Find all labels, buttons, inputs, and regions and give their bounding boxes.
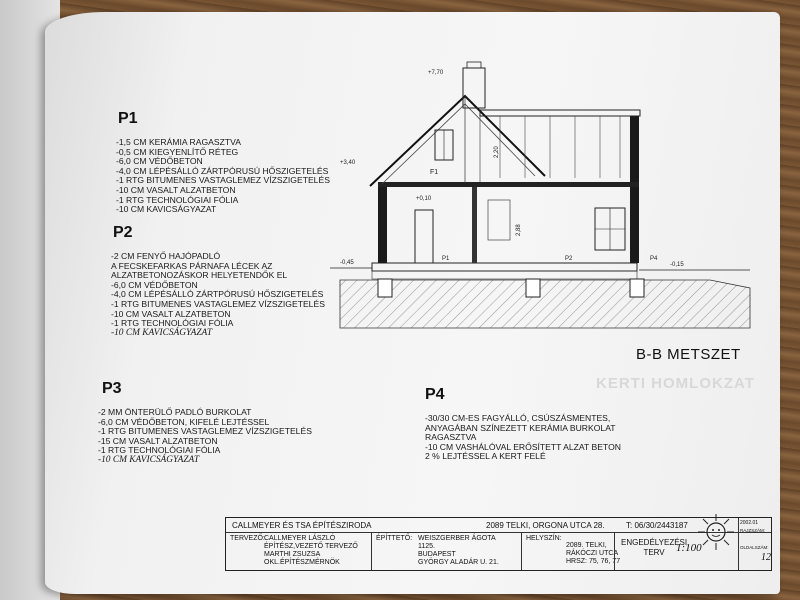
spec-line: -1 RTG TECHNOLÓGIAI FÓLIA xyxy=(111,318,234,329)
spec-line: -1,5 CM KERÁMIA RAGASZTVA xyxy=(116,137,241,147)
designer-lines xyxy=(264,535,358,567)
title-block-line: BUDAPEST xyxy=(418,551,456,558)
title-block-line: TERV xyxy=(643,548,665,557)
p2-spec-list xyxy=(111,252,325,338)
designer-label: TERVEZŐ: xyxy=(230,535,265,542)
p4-spec-list xyxy=(425,414,621,462)
drawing-no-label: RAJZSZÁM: xyxy=(740,528,766,533)
title-block-line: OKL.ÉPÍTÉSZMÉRNÖK xyxy=(264,559,340,566)
title-block-line: MARTHI ZSUZSA xyxy=(264,551,321,558)
p4-title: P4 xyxy=(425,386,445,403)
label-p2: P2 xyxy=(565,256,573,262)
spec-line: ANYAGÁBAN SZÍNEZETT KERÁMIA BURKOLAT xyxy=(425,422,616,433)
location-label: HELYSZÍN: xyxy=(526,535,562,542)
label-p1: P1 xyxy=(442,256,450,262)
wall-right xyxy=(630,116,639,263)
spec-line: -4,0 CM LÉPÉSÁLLÓ ZÁRTPÓRUSÚ HŐSZIGETELÉS xyxy=(116,165,329,176)
firm-address: 2089 TELKI, ORGONA UTCA 28. xyxy=(486,521,605,530)
level-ground-left: -0,45 xyxy=(340,260,354,266)
title-block-line: RÁKÓCZI UTCA xyxy=(566,550,619,557)
spec-line: -10 CM VASHÁLÓVAL ERŐSÍTETT ALZAT BETON xyxy=(425,441,621,452)
flat-roof xyxy=(480,110,640,116)
spec-line: -1 RTG BITUMENES VASTAGLEMEZ VÍZSZIGETELÉS xyxy=(111,298,325,309)
location-lines xyxy=(566,542,620,566)
interior-door xyxy=(415,210,433,263)
page-label: OLDALSZÁM: xyxy=(740,545,769,550)
spec-line: -10 CM KAVICSÁGYAZAT xyxy=(98,454,200,465)
spec-line: ALZATBETONOZÁSKOR HELYETENDŐK EL xyxy=(111,270,288,281)
level-ground-right: -0,15 xyxy=(670,262,684,268)
spec-line: -0,5 CM KIEGYENLÍTŐ RÉTEG xyxy=(116,146,239,157)
floor-slab xyxy=(372,263,637,271)
spec-line: -1 RTG TECHNOLÓGIAI FÓLIA xyxy=(98,445,221,456)
spec-line: -4,0 CM LÉPÉSÁLLÓ ZÁRTPÓRUSÚ HŐSZIGETELÉS xyxy=(111,289,324,300)
spec-line: -10 CM KAVICSÁGYAZAT xyxy=(111,327,213,338)
spec-line: RAGASZTVA xyxy=(425,432,477,443)
client-lines xyxy=(418,535,499,567)
spec-line: -1 RTG BITUMENES VASTAGLEMEZ VÍZSZIGETELÉS xyxy=(98,426,312,437)
p3-title: P3 xyxy=(102,380,122,397)
spec-line: 2 % LEJTÉSSEL A KERT FELÉ xyxy=(425,451,546,462)
title-block-line: GYÖRGY ALADÁR U. 21. xyxy=(418,559,499,566)
upper-slab xyxy=(378,182,639,187)
ghost-text: KERTI HOMLOKZAT xyxy=(596,375,755,392)
foundation-right xyxy=(630,279,644,297)
spec-line: -1 RTG BITUMENES VASTAGLEMEZ VÍZSZIGETELÉS xyxy=(116,175,330,186)
firm-phone: T: 06/30/2443187 xyxy=(626,521,688,530)
title-block-line: HRSZ: 75, 76, 77 xyxy=(566,558,621,565)
spec-line: -10 CM VASALT ALZATBETON xyxy=(111,308,231,319)
title-block xyxy=(225,517,772,571)
foundation-left xyxy=(378,279,392,297)
spec-line: -30/30 CM-ES FAGYÁLLÓ, CSÚSZÁSMENTES, xyxy=(425,413,611,423)
foundation-mid xyxy=(526,279,540,297)
title-block-line: ENGEDÉLYEZÉSI xyxy=(621,538,688,547)
spec-line: A FECSKEFARKAS PÁRNAFA LÉCEK AZ xyxy=(111,260,273,271)
scale: 1:100 xyxy=(676,542,702,554)
client-label: ÉPÍTTETŐ: xyxy=(376,535,413,542)
spec-line: -2 CM FENYŐ HAJÓPADLÓ xyxy=(111,251,221,261)
wall-inner xyxy=(472,186,477,263)
p1-spec-list xyxy=(116,138,330,215)
title-block-line: 1125. xyxy=(418,543,435,550)
level-ridge: +7,70 xyxy=(428,70,444,76)
spec-line: -2 MM ÖNTERÜLŐ PADLÓ BURKOLAT xyxy=(98,407,252,417)
level-eave-left: +3,40 xyxy=(340,160,356,166)
spec-line: -1 RTG TECHNOLÓGIAI FÓLIA xyxy=(116,194,239,205)
chimney xyxy=(463,68,485,108)
title-block-line: ÉPÍTÉSZ,VEZETŐ TERVEZŐ xyxy=(264,543,358,550)
title-block-line: 2089. TELKI, xyxy=(566,542,607,549)
p1-title: P1 xyxy=(118,110,138,127)
sun-logo-icon xyxy=(696,512,736,552)
ground-hatch xyxy=(340,280,750,328)
p2-title: P2 xyxy=(113,224,133,241)
label-p4: P4 xyxy=(650,256,658,262)
title-block-line: CALLMEYER LÁSZLÓ xyxy=(264,535,336,542)
page-number: 12 xyxy=(761,552,771,563)
spec-line: -6,0 CM VÉDŐBETON xyxy=(116,156,203,167)
spec-line: -10 CM KAVICSÁGYAZAT xyxy=(116,204,217,215)
spec-line: -6,0 CM VÉDŐBETON xyxy=(111,279,198,290)
spec-line: -10 CM VASALT ALZATBETON xyxy=(116,184,236,195)
spec-line: -6,0 CM VÉDŐBETON, KIFELÉ LEJTÉSSEL xyxy=(98,416,270,427)
section-title: B-B METSZET xyxy=(636,346,741,363)
dim-upper: 2,20 xyxy=(494,146,500,158)
level-floor-top: +0,10 xyxy=(416,196,432,202)
date: 2002.01 xyxy=(740,520,759,526)
section-drawing xyxy=(330,58,770,338)
spec-line: -15 CM VASALT ALZATBETON xyxy=(98,435,218,446)
kitchen-unit xyxy=(488,200,510,240)
wall-left xyxy=(378,186,387,263)
dim-lower: 2,88 xyxy=(516,224,522,236)
firm-name: CALLMEYER ÉS TSA ÉPÍTÉSZIRODA xyxy=(232,521,372,530)
p3-spec-list xyxy=(98,408,312,466)
label-f1: F1 xyxy=(430,169,439,176)
title-block-line: WEISZGERBER ÁGOTA xyxy=(418,535,496,542)
